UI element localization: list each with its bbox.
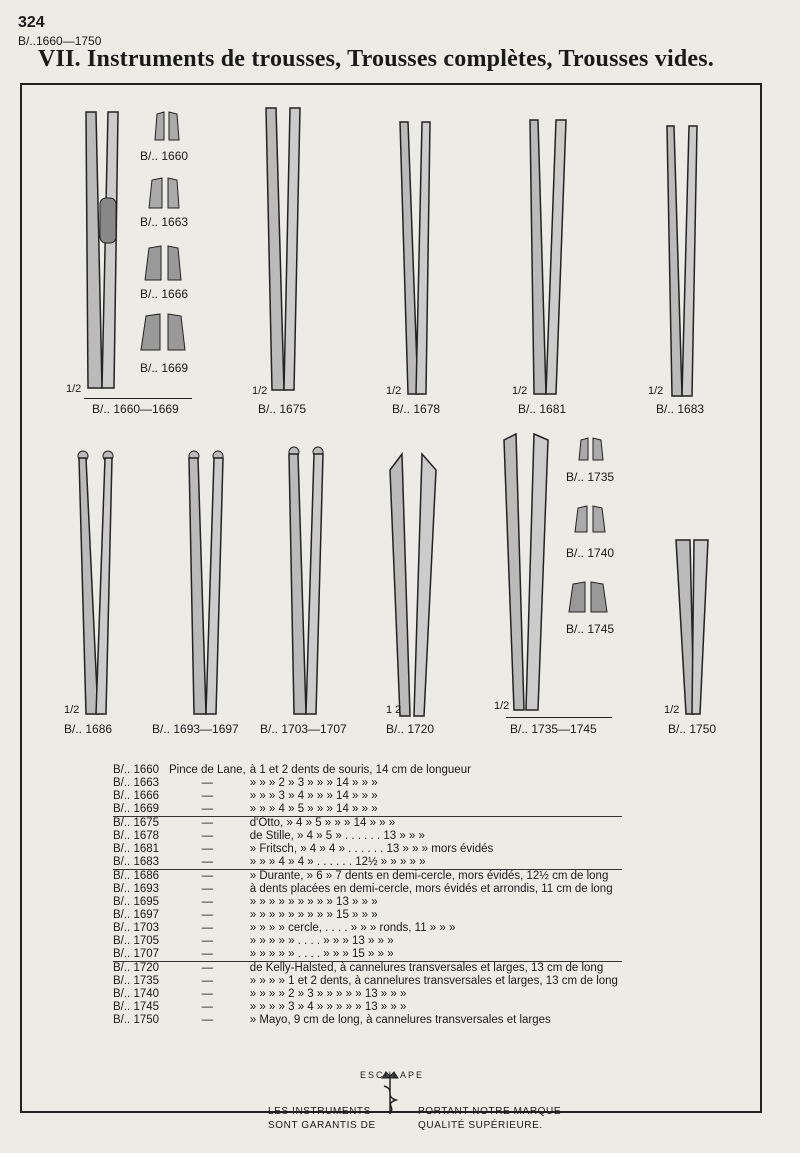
- scale-label: 1/2: [64, 704, 80, 716]
- forceps-tip-1740-image: [572, 504, 608, 534]
- spec-desc: » » » » » . . . . » » » 15 » » »: [249, 948, 394, 960]
- spec-row: [113, 896, 622, 909]
- forceps-1703-image: [286, 444, 326, 718]
- item-label-1678: B/.. 1678: [392, 402, 441, 416]
- spec-dash: —: [169, 817, 250, 831]
- spec-code: B/.. 1750: [113, 1014, 160, 1026]
- item-label-1750: B/.. 1750: [668, 722, 717, 736]
- tip-label-1663: B/.. 1663: [140, 215, 189, 229]
- item-label-1681: B/.. 1681: [518, 402, 567, 416]
- tip-label-1660: B/.. 1660: [140, 149, 189, 163]
- spec-row: [113, 817, 622, 831]
- spec-code: B/.. 1720: [113, 962, 169, 976]
- spec-dash: —: [201, 935, 214, 947]
- spec-dash: —: [201, 843, 214, 855]
- spec-code: B/.. 1707: [113, 948, 160, 960]
- spec-code: B/.. 1678: [113, 830, 160, 842]
- forceps-1683-image: [664, 122, 700, 400]
- spec-row: [113, 909, 622, 922]
- item-label-1693-1697: B/.. 1693—1697: [152, 722, 239, 736]
- spec-row: [113, 1014, 622, 1027]
- item-label-1683: B/.. 1683: [656, 402, 705, 416]
- spec-row: [113, 922, 622, 935]
- spec-desc: de Stille, » 4 » 5 » . . . . . . 13 » » »: [249, 830, 425, 842]
- catalog-range: B/..1660—1750: [18, 34, 102, 48]
- scale-label: 1/2: [648, 385, 664, 397]
- group-underline: [506, 717, 612, 718]
- spec-dash: —: [201, 790, 214, 802]
- forceps-1735-image: [500, 430, 552, 714]
- spec-dash: —: [201, 883, 214, 895]
- spec-dash: —: [201, 777, 214, 789]
- spec-code: B/.. 1703: [113, 922, 160, 934]
- spec-desc: » Fritsch, » 4 » 4 » . . . . . . 13 » » » mors évidés: [249, 843, 494, 855]
- spec-row: [113, 803, 622, 817]
- spec-dash: —: [201, 975, 214, 987]
- item-label-1686: B/.. 1686: [64, 722, 113, 736]
- group-underline: [84, 398, 192, 399]
- spec-code: B/.. 1695: [113, 896, 160, 908]
- spec-code: B/.. 1693: [113, 883, 160, 895]
- page-title: VII. Instruments de trousses, Trousses complètes, Trousses vides.: [38, 46, 714, 72]
- spec-desc: à dents placées en demi-cercle, mors évidés et arrondis, 11 cm de long: [249, 883, 613, 895]
- forceps-tip-1745-image: [566, 580, 610, 614]
- spec-dash: —: [201, 948, 214, 960]
- spec-desc: » » » » 1 et 2 dents, à cannelures transversales et larges, 13 cm de long: [249, 975, 618, 987]
- tip-label-1740: B/.. 1740: [566, 546, 615, 560]
- spec-dash: —: [201, 988, 214, 1000]
- spec-row: [113, 988, 622, 1001]
- forceps-1720-image: [386, 450, 440, 720]
- scale-label: 1 2: [386, 704, 402, 716]
- scale-label: 1/2: [494, 700, 510, 712]
- forceps-tip-1660-image: [152, 110, 182, 142]
- spec-dash: —: [201, 803, 214, 815]
- tip-label-1669: B/.. 1669: [140, 361, 189, 375]
- spec-dash: —: [201, 909, 214, 921]
- spec-desc: » » » » 2 » 3 » » » » » 13 » » »: [249, 988, 407, 1000]
- spec-desc: » Mayo, 9 cm de long, à cannelures transversales et larges: [249, 1014, 551, 1026]
- spec-row: [113, 830, 622, 843]
- spec-row: [113, 870, 622, 884]
- scale-label: 1/2: [512, 385, 528, 397]
- spec-row: [113, 790, 622, 803]
- spec-code: B/.. 1705: [113, 935, 160, 947]
- spec-row: [113, 883, 622, 896]
- spec-code: B/.. 1735: [113, 975, 160, 987]
- spec-desc: » » » 2 » 3 » » » 14 » » »: [249, 777, 378, 789]
- forceps-1693-image: [186, 448, 226, 718]
- footer-line1-left: LES INSTRUMENTS: [268, 1106, 371, 1117]
- spec-code: B/.. 1669: [113, 803, 160, 815]
- spec-row: [113, 975, 622, 988]
- spec-dash: —: [201, 830, 214, 842]
- spec-table: [113, 764, 622, 1027]
- spec-code: B/.. 1666: [113, 790, 160, 802]
- spec-desc: d'Otto, » 4 » 5 » » » 14 » » »: [250, 817, 622, 831]
- spec-desc: » » » » » » » » » 15 » » »: [249, 909, 378, 921]
- spec-desc: » » » 4 » 4 » . . . . . . 12½ » » » » »: [249, 856, 426, 868]
- spec-row: [113, 843, 622, 856]
- forceps-tip-1669-image: [138, 312, 188, 352]
- spec-dash: —: [201, 922, 214, 934]
- footer-line2-left: SONT GARANTIS DE: [268, 1120, 376, 1131]
- footer-line2-right: QUALITÉ SUPÉRIEURE.: [418, 1120, 543, 1131]
- spec-dash: —: [169, 870, 250, 884]
- tip-label-1735: B/.. 1735: [566, 470, 615, 484]
- item-label-1660-1669: B/.. 1660—1669: [92, 402, 179, 416]
- spec-desc: » » » 3 » 4 » » » 14 » » »: [249, 790, 378, 802]
- spec-desc: » » » » » » » » » 13 » » »: [249, 896, 378, 908]
- page-number: 324: [18, 14, 45, 31]
- forceps-tip-1666-image: [142, 244, 184, 282]
- forceps-1660-image: [78, 108, 128, 393]
- footer-rule-right: [540, 1112, 760, 1113]
- spec-code: B/.. 1697: [113, 909, 160, 921]
- spec-code: B/.. 1681: [113, 843, 160, 855]
- item-label-1703-1707: B/.. 1703—1707: [260, 722, 347, 736]
- spec-row: [113, 1001, 622, 1014]
- spec-dash: Pince de Lane,: [169, 764, 246, 776]
- spec-desc: » » » » 3 » 4 » » » » » 13 » » »: [249, 1001, 407, 1013]
- item-label-1735-1745: B/.. 1735—1745: [510, 722, 597, 736]
- spec-row: [113, 764, 622, 777]
- footer-line1-right: PORTANT NOTRE MARQUE: [418, 1106, 562, 1117]
- scale-label: 1/2: [252, 385, 268, 397]
- spec-desc: de Kelly-Halsted, à cannelures transversales et larges, 13 cm de long: [250, 962, 622, 976]
- spec-dash: —: [201, 1001, 214, 1013]
- spec-row: [113, 777, 622, 790]
- scale-label: 1/2: [386, 385, 402, 397]
- spec-desc: » » » » cercle, . . . . » » » ronds, 11 » » »: [249, 922, 456, 934]
- item-label-1675: B/.. 1675: [258, 402, 307, 416]
- spec-dash: —: [169, 962, 250, 976]
- spec-code: B/.. 1663: [113, 777, 160, 789]
- forceps-tip-1663-image: [146, 176, 182, 210]
- spec-code: B/.. 1686: [113, 870, 169, 884]
- forceps-1675-image: [262, 104, 304, 394]
- spec-desc: à 1 et 2 dents de souris, 14 cm de longueur: [249, 764, 471, 776]
- spec-row: [113, 935, 622, 948]
- spec-row: [113, 948, 622, 962]
- forceps-1681-image: [526, 116, 570, 398]
- tip-label-1666: B/.. 1666: [140, 287, 189, 301]
- spec-row: [113, 962, 622, 976]
- spec-desc: » » » 4 » 5 » » » 14 » » »: [249, 803, 378, 815]
- spec-code: B/.. 1683: [113, 856, 160, 868]
- spec-code: B/.. 1740: [113, 988, 160, 1000]
- spec-desc: » Durante, » 6 » 7 dents en demi-cercle, mors évidés, 12½ cm de long: [250, 870, 622, 884]
- spec-dash: —: [201, 1014, 214, 1026]
- logo-text: ESCULAPE: [360, 1070, 425, 1080]
- forceps-1686-image: [76, 448, 116, 718]
- forceps-1678-image: [396, 118, 436, 398]
- forceps-1750-image: [672, 536, 712, 718]
- spec-row: [113, 856, 622, 870]
- tip-label-1745: B/.. 1745: [566, 622, 615, 636]
- item-label-1720: B/.. 1720: [386, 722, 435, 736]
- scale-label: 1/2: [664, 704, 680, 716]
- spec-code: B/.. 1660: [113, 764, 160, 776]
- spec-dash: —: [201, 856, 214, 868]
- spec-desc: » » » » » . . . . » » » 13 » » »: [249, 935, 394, 947]
- spec-dash: —: [201, 896, 214, 908]
- spec-code: B/.. 1745: [113, 1001, 160, 1013]
- spec-code: B/.. 1675: [113, 817, 169, 831]
- scale-label: 1/2: [66, 383, 82, 395]
- footer-rule-left: [22, 1112, 262, 1113]
- forceps-tip-1735-image: [576, 436, 606, 462]
